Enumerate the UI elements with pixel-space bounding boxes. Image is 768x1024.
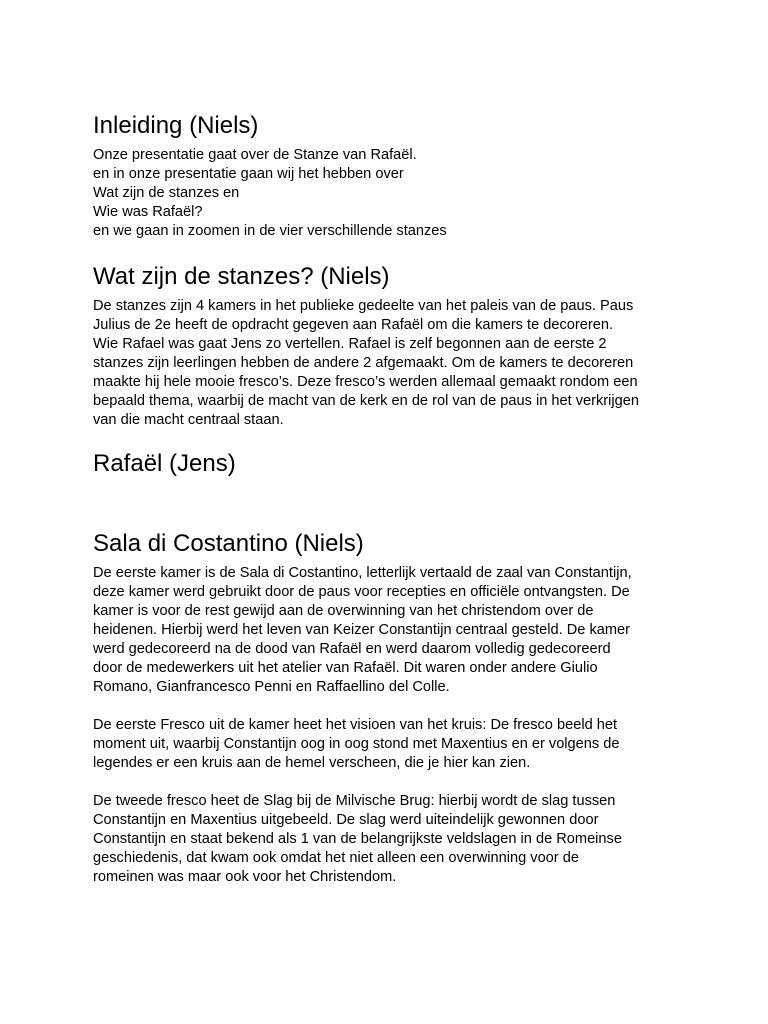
text-line: en in onze presentatie gaan wij het hebben over <box>93 166 404 182</box>
text-line: maakte hij hele mooie fresco’s. Deze fresco’s werden allemaal gemaakt rondom een <box>93 374 638 390</box>
paragraph-sala-3 <box>93 792 683 887</box>
heading-inleiding: Inleiding (Niels) <box>93 112 259 139</box>
text-line: moment uit, waarbij Constantijn oog in oog stond met Maxentius en er volgens de <box>93 736 620 752</box>
text-line: geschiedenis, dat kwam ook omdat het niet alleen een overwinning voor de <box>93 850 579 866</box>
text-line: Wie was Rafaël? <box>93 204 203 220</box>
text-line: Constantijn en Maxentius uitgebeeld. De slag werd uiteindelijk gewonnen door <box>93 812 599 828</box>
paragraph-inleiding <box>93 146 683 241</box>
text-line: deze kamer werd gebruikt door de paus voor recepties en officiële ontvangsten. De <box>93 584 630 600</box>
text-line: De stanzes zijn 4 kamers in het publieke gedeelte van het paleis van de paus. Paus <box>93 298 634 314</box>
text-line: van die macht centraal staan. <box>93 412 284 428</box>
paragraph-sala-2 <box>93 716 683 773</box>
text-line: heidenen. Hierbij werd het leven van Keizer Constantijn centraal gesteld. De kamer <box>93 622 631 638</box>
document-body <box>93 112 683 887</box>
text-line: De eerste Fresco uit de kamer heet het visioen van het kruis: De fresco beeld het <box>93 717 618 733</box>
paragraph-wat-zijn-de-stanzes <box>93 297 683 430</box>
text-line: Julius de 2e heeft de opdracht gegeven aan Rafaël om die kamers te decoreren. <box>93 317 614 333</box>
section-sala-di-costantino <box>93 530 683 887</box>
text-line: Onze presentatie gaat over de Stanze van Rafaël. <box>93 147 417 163</box>
heading-rafael: Rafaël (Jens) <box>93 450 236 477</box>
section-wat-zijn-de-stanzes <box>93 263 683 430</box>
text-line: legendes er een kruis aan de hemel verscheen, die je hier kan zien. <box>93 755 531 771</box>
heading-wat-zijn-de-stanzes: Wat zijn de stanzes? (Niels) <box>93 263 390 290</box>
text-line: De tweede fresco heet de Slag bij de Milvische Brug: hierbij wordt de slag tussen <box>93 793 616 809</box>
text-line: stanzes zijn leerlingen hebben de andere 2 afgemaakt. Om de kamers te decoreren <box>93 355 634 371</box>
text-line: door de medewerkers uit het atelier van Rafaël. Dit waren onder andere Giulio <box>93 660 598 676</box>
section-inleiding <box>93 112 683 241</box>
text-line: kamer is voor de rest gewijd aan de overwinning van het christendom over de <box>93 603 594 619</box>
heading-sala-di-costantino: Sala di Costantino (Niels) <box>93 530 364 557</box>
text-line: bepaald thema, waarbij de macht van de kerk en de rol van de paus in het verkrijgen <box>93 393 639 409</box>
text-line: romeinen was maar ook voor het Christendom. <box>93 869 397 885</box>
paragraph-sala-1 <box>93 564 683 697</box>
text-line: en we gaan in zoomen in de vier verschillende stanzes <box>93 223 447 239</box>
text-line: werd gedecoreerd na de dood van Rafaël en werd daarom volledig gedecoreerd <box>93 641 611 657</box>
text-line: Wie Rafael was gaat Jens zo vertellen. Rafael is zelf begonnen aan de eerste 2 <box>93 336 607 352</box>
text-line: De eerste kamer is de Sala di Costantino, letterlijk vertaald de zaal van Constantijn, <box>93 565 632 581</box>
text-line: Wat zijn de stanzes en <box>93 185 240 201</box>
section-rafael <box>93 450 683 478</box>
text-line: Constantijn en staat bekend als 1 van de belangrijkste veldslagen in de Romeinse <box>93 831 622 847</box>
text-line: Romano, Gianfrancesco Penni en Raffaellino del Colle. <box>93 679 450 695</box>
